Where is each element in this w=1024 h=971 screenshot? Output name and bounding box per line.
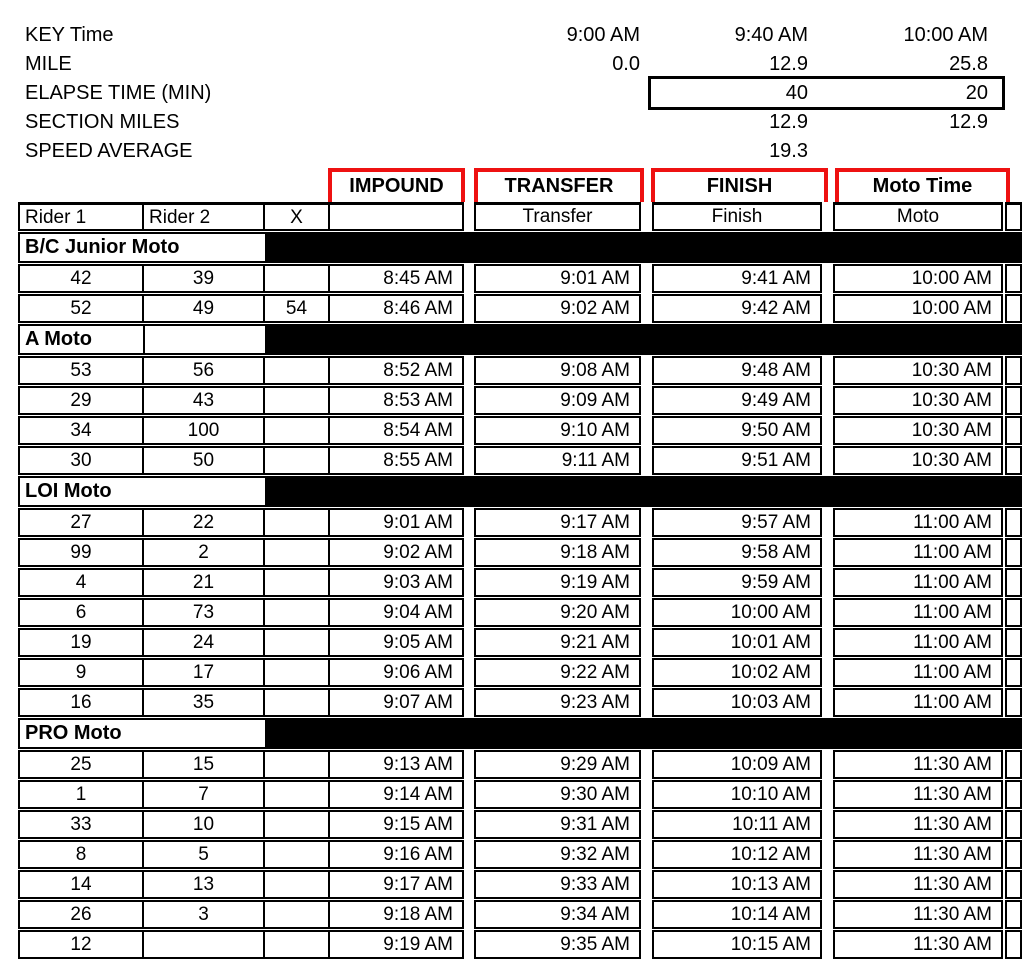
finish-time-cell: 10:14 AM: [652, 900, 822, 929]
moto-time-cell: 11:30 AM: [833, 750, 1003, 779]
rider1-cell: 30: [70, 449, 92, 471]
section-name: B/C Junior Moto: [18, 232, 267, 263]
table-header-row: [18, 202, 1024, 231]
trailing-cell: [1005, 688, 1022, 717]
moto-time-cell: 11:30 AM: [833, 840, 1003, 869]
summary-label: SPEED AVERAGE: [25, 140, 193, 162]
table-row: [18, 294, 1024, 323]
table-row: [18, 568, 1024, 597]
trailing-cell: [1005, 658, 1022, 687]
x-cell: [263, 902, 328, 927]
x-cell: [263, 752, 328, 777]
rider1-cell: 33: [70, 813, 92, 835]
trailing-cell: [1005, 416, 1022, 445]
rider2-cell: 24: [142, 630, 263, 655]
section-row: [18, 476, 1022, 507]
summary-value-col2: 9:40 AM: [734, 24, 808, 46]
moto-time-cell: 10:00 AM: [833, 264, 1003, 293]
table-row: [18, 356, 1024, 385]
impound-time-cell: 9:17 AM: [328, 872, 462, 897]
finish-time-cell: 9:48 AM: [652, 356, 822, 385]
rider2-cell: 13: [142, 872, 263, 897]
moto-time-cell: 11:00 AM: [833, 508, 1003, 537]
table-row: [18, 688, 1024, 717]
red-header-impound: IMPOUND: [328, 168, 465, 202]
section-name: PRO Moto: [18, 718, 267, 749]
x-cell: [263, 842, 328, 867]
rider1-cell: 14: [70, 873, 92, 895]
moto-time-cell: 10:30 AM: [833, 356, 1003, 385]
moto-time-cell: 11:00 AM: [833, 628, 1003, 657]
finish-time-cell: 10:15 AM: [652, 930, 822, 959]
summary-value-col1: 9:00 AM: [566, 24, 640, 46]
table-row: [18, 870, 1024, 899]
table-row: [18, 416, 1024, 445]
transfer-time-cell: 9:31 AM: [474, 810, 641, 839]
impound-time-cell: 8:53 AM: [328, 388, 462, 413]
red-header-transfer: TRANSFER: [474, 168, 644, 202]
section-empty-cell: [143, 326, 265, 353]
summary-row: [0, 108, 1024, 137]
table-row: [18, 840, 1024, 869]
section-name: A Moto: [25, 328, 93, 350]
transfer-time-cell: 9:02 AM: [474, 294, 641, 323]
summary-row: [0, 50, 1024, 79]
rider1-cell: 12: [70, 933, 92, 955]
summary-value-col1: 0.0: [612, 53, 640, 75]
x-cell: 54: [263, 296, 328, 321]
impound-time-cell: 9:02 AM: [328, 540, 462, 565]
rider-group: [18, 688, 464, 717]
rider-group: [18, 538, 464, 567]
col-header-transfer: Transfer: [474, 202, 641, 231]
impound-time-cell: 9:14 AM: [328, 782, 462, 807]
rider2-cell: 73: [142, 600, 263, 625]
trailing-cell: [1005, 202, 1022, 231]
schedule-table: [18, 202, 1024, 959]
finish-time-cell: 10:12 AM: [652, 840, 822, 869]
transfer-time-cell: 9:23 AM: [474, 688, 641, 717]
table-row: [18, 780, 1024, 809]
transfer-time-cell: 9:33 AM: [474, 870, 641, 899]
trailing-cell: [1005, 356, 1022, 385]
impound-time-cell: 9:05 AM: [328, 630, 462, 655]
transfer-time-cell: 9:11 AM: [474, 446, 641, 475]
section-row: [18, 718, 1022, 749]
x-cell: [263, 630, 328, 655]
trailing-cell: [1005, 568, 1022, 597]
summary-value-col3: 20: [965, 82, 988, 104]
rider1-cell: 99: [70, 541, 92, 563]
transfer-time-cell: 9:08 AM: [474, 356, 641, 385]
rider1-cell: 52: [70, 297, 92, 319]
x-cell: [263, 872, 328, 897]
transfer-time-cell: 9:32 AM: [474, 840, 641, 869]
rider-group: [18, 840, 464, 869]
impound-time-cell: 9:07 AM: [328, 690, 462, 715]
moto-time-cell: 10:30 AM: [833, 416, 1003, 445]
rider1-cell: 1: [75, 783, 87, 805]
moto-time-cell: 11:30 AM: [833, 900, 1003, 929]
impound-time-cell: 9:19 AM: [328, 932, 462, 957]
x-cell: [263, 812, 328, 837]
moto-time-cell: 10:00 AM: [833, 294, 1003, 323]
impound-time-cell: 8:54 AM: [328, 418, 462, 443]
trailing-cell: [1005, 900, 1022, 929]
rider1-cell: 53: [70, 359, 92, 381]
rider-group: [18, 386, 464, 415]
rider-group: [18, 810, 464, 839]
rider2-cell: 21: [142, 570, 263, 595]
table-row: [18, 930, 1024, 959]
impound-time-cell: 9:15 AM: [328, 812, 462, 837]
rider2-cell: 2: [142, 540, 263, 565]
summary-row: [0, 21, 1024, 50]
section-row: [18, 232, 1022, 263]
summary-label: ELAPSE TIME (MIN): [25, 82, 212, 104]
finish-time-cell: 10:11 AM: [652, 810, 822, 839]
transfer-time-cell: 9:18 AM: [474, 538, 641, 567]
rider2-cell: 5: [142, 842, 263, 867]
trailing-cell: [1005, 810, 1022, 839]
red-header-band: [0, 166, 1024, 202]
finish-time-cell: 9:41 AM: [652, 264, 822, 293]
rider1-cell: 29: [70, 389, 92, 411]
x-cell: [263, 510, 328, 535]
finish-time-cell: 9:59 AM: [652, 568, 822, 597]
rider1-cell: 4: [75, 571, 87, 593]
x-cell: [263, 448, 328, 473]
finish-time-cell: 9:50 AM: [652, 416, 822, 445]
rider2-cell: 43: [142, 388, 263, 413]
summary-value-col2: 40: [785, 82, 808, 104]
rider-group: [18, 508, 464, 537]
col-header-x: X: [263, 205, 328, 230]
col-header-rider1: Rider 1: [25, 206, 87, 228]
moto-time-cell: 11:00 AM: [833, 598, 1003, 627]
moto-time-cell: 11:30 AM: [833, 780, 1003, 809]
finish-time-cell: 9:42 AM: [652, 294, 822, 323]
rider2-cell: 10: [142, 812, 263, 837]
moto-time-cell: 11:30 AM: [833, 870, 1003, 899]
transfer-time-cell: 9:34 AM: [474, 900, 641, 929]
x-cell: [263, 358, 328, 383]
rider-group: [18, 900, 464, 929]
x-cell: [263, 388, 328, 413]
finish-time-cell: 10:09 AM: [652, 750, 822, 779]
summary: [0, 0, 1024, 166]
trailing-cell: [1005, 840, 1022, 869]
table-row: [18, 446, 1024, 475]
rider1-cell: 26: [70, 903, 92, 925]
summary-row: [0, 79, 1024, 108]
moto-time-cell: 11:00 AM: [833, 538, 1003, 567]
col-header-finish: Finish: [652, 202, 822, 231]
finish-time-cell: 10:00 AM: [652, 598, 822, 627]
rider2-cell: 50: [142, 448, 263, 473]
col-header-impound: [328, 205, 462, 230]
rider-group: [18, 628, 464, 657]
rider2-cell: 22: [142, 510, 263, 535]
rider-group: [18, 930, 464, 959]
x-cell: [263, 600, 328, 625]
rider-group-header: [18, 202, 464, 231]
rider-group: [18, 568, 464, 597]
rider2-cell: 35: [142, 690, 263, 715]
impound-time-cell: 8:52 AM: [328, 358, 462, 383]
rider2-cell: 15: [142, 752, 263, 777]
finish-time-cell: 10:02 AM: [652, 658, 822, 687]
rider-group: [18, 294, 464, 323]
rider2-cell: 39: [142, 266, 263, 291]
summary-value-col2: 12.9: [769, 111, 808, 133]
rider2-cell: 100: [142, 418, 263, 443]
table-row: [18, 810, 1024, 839]
rider-group: [18, 264, 464, 293]
transfer-time-cell: 9:22 AM: [474, 658, 641, 687]
trailing-cell: [1005, 446, 1022, 475]
rider-group: [18, 870, 464, 899]
rider2-cell: 7: [142, 782, 263, 807]
rider1-cell: 42: [70, 267, 92, 289]
finish-time-cell: 9:58 AM: [652, 538, 822, 567]
rider1-cell: 25: [70, 753, 92, 775]
trailing-cell: [1005, 386, 1022, 415]
red-header-finish: FINISH: [651, 168, 828, 202]
trailing-cell: [1005, 598, 1022, 627]
section-name: LOI Moto: [18, 476, 267, 507]
transfer-time-cell: 9:20 AM: [474, 598, 641, 627]
transfer-time-cell: 9:10 AM: [474, 416, 641, 445]
rider1-cell: 6: [75, 601, 87, 623]
col-header-rider2: Rider 2: [142, 205, 263, 230]
table-row: [18, 508, 1024, 537]
transfer-time-cell: 9:01 AM: [474, 264, 641, 293]
x-cell: [263, 932, 328, 957]
summary-value-col3: 25.8: [949, 53, 988, 75]
finish-time-cell: 9:49 AM: [652, 386, 822, 415]
x-cell: [263, 690, 328, 715]
table-row: [18, 264, 1024, 293]
section-label: [18, 324, 267, 355]
impound-time-cell: 9:18 AM: [328, 902, 462, 927]
x-cell: [263, 266, 328, 291]
rider1-cell: 34: [70, 419, 92, 441]
trailing-cell: [1005, 538, 1022, 567]
rider-group: [18, 658, 464, 687]
moto-time-cell: 11:00 AM: [833, 688, 1003, 717]
trailing-cell: [1005, 628, 1022, 657]
finish-time-cell: 10:10 AM: [652, 780, 822, 809]
table-row: [18, 900, 1024, 929]
summary-label: MILE: [25, 53, 72, 75]
trailing-cell: [1005, 930, 1022, 959]
impound-time-cell: 9:01 AM: [328, 510, 462, 535]
finish-time-cell: 10:03 AM: [652, 688, 822, 717]
moto-time-cell: 11:30 AM: [833, 810, 1003, 839]
summary-value-col3: 12.9: [949, 111, 988, 133]
finish-time-cell: 9:51 AM: [652, 446, 822, 475]
rider1-cell: 16: [70, 691, 92, 713]
rider-group: [18, 446, 464, 475]
rider1-cell: 9: [75, 661, 87, 683]
rider2-cell: 49: [142, 296, 263, 321]
table-row: [18, 598, 1024, 627]
summary-row: [0, 137, 1024, 166]
impound-time-cell: 8:45 AM: [328, 266, 462, 291]
moto-time-cell: 10:30 AM: [833, 386, 1003, 415]
rider-group: [18, 598, 464, 627]
transfer-time-cell: 9:29 AM: [474, 750, 641, 779]
trailing-cell: [1005, 264, 1022, 293]
trailing-cell: [1005, 870, 1022, 899]
rider-group: [18, 780, 464, 809]
transfer-time-cell: 9:30 AM: [474, 780, 641, 809]
summary-label: SECTION MILES: [25, 111, 180, 133]
summary-value-col2: 12.9: [769, 53, 808, 75]
rider1-cell: 19: [70, 631, 92, 653]
rider2-cell: 3: [142, 902, 263, 927]
rider-group: [18, 750, 464, 779]
rider2-cell: [142, 932, 263, 957]
trailing-cell: [1005, 750, 1022, 779]
summary-value-col2: 19.3: [769, 140, 808, 162]
impound-time-cell: 9:16 AM: [328, 842, 462, 867]
x-cell: [263, 418, 328, 443]
x-cell: [263, 660, 328, 685]
rider1-cell: 8: [75, 843, 87, 865]
transfer-time-cell: 9:21 AM: [474, 628, 641, 657]
trailing-cell: [1005, 780, 1022, 809]
table-row: [18, 658, 1024, 687]
rider2-cell: 17: [142, 660, 263, 685]
moto-time-cell: 11:30 AM: [833, 930, 1003, 959]
rider2-cell: 56: [142, 358, 263, 383]
summary-label: KEY Time: [25, 24, 114, 46]
impound-time-cell: 8:55 AM: [328, 448, 462, 473]
impound-time-cell: 9:04 AM: [328, 600, 462, 625]
transfer-time-cell: 9:35 AM: [474, 930, 641, 959]
table-row: [18, 538, 1024, 567]
rider1-cell: 27: [70, 511, 92, 533]
transfer-time-cell: 9:19 AM: [474, 568, 641, 597]
col-header-moto: Moto: [833, 202, 1003, 231]
table-row: [18, 628, 1024, 657]
transfer-time-cell: 9:09 AM: [474, 386, 641, 415]
section-row: [18, 324, 1022, 355]
rider-group: [18, 416, 464, 445]
impound-time-cell: 9:06 AM: [328, 660, 462, 685]
finish-time-cell: 10:13 AM: [652, 870, 822, 899]
impound-time-cell: 9:13 AM: [328, 752, 462, 777]
finish-time-cell: 9:57 AM: [652, 508, 822, 537]
transfer-time-cell: 9:17 AM: [474, 508, 641, 537]
trailing-cell: [1005, 294, 1022, 323]
table-row: [18, 750, 1024, 779]
rider-group: [18, 356, 464, 385]
x-cell: [263, 782, 328, 807]
finish-time-cell: 10:01 AM: [652, 628, 822, 657]
x-cell: [263, 540, 328, 565]
moto-time-cell: 11:00 AM: [833, 568, 1003, 597]
impound-time-cell: 8:46 AM: [328, 296, 462, 321]
table-row: [18, 386, 1024, 415]
impound-time-cell: 9:03 AM: [328, 570, 462, 595]
moto-time-cell: 11:00 AM: [833, 658, 1003, 687]
moto-time-cell: 10:30 AM: [833, 446, 1003, 475]
x-cell: [263, 570, 328, 595]
summary-value-col3: 10:00 AM: [903, 24, 988, 46]
trailing-cell: [1005, 508, 1022, 537]
red-header-moto-time: Moto Time: [835, 168, 1010, 202]
